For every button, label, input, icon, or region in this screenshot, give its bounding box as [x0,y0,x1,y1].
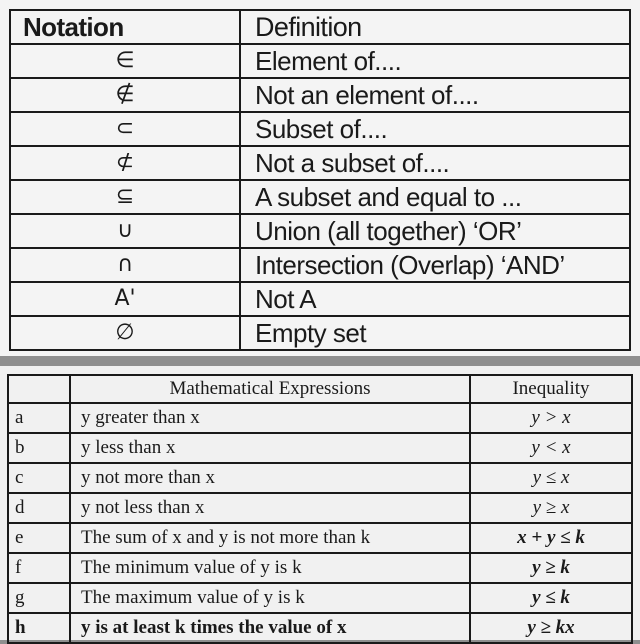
inequality-header-row [8,375,632,403]
notation-row [10,316,630,350]
inequality-header: Inequality [470,375,632,403]
notation-definition: Element of.... [240,44,630,78]
expression-header: Mathematical Expressions [70,375,470,403]
notation-row [10,248,630,282]
notation-row [10,44,630,78]
row-expression: y not more than x [70,463,470,493]
inequality-row [8,553,632,583]
notation-row [10,180,630,214]
row-inequality: x + y ≤ k [470,523,632,553]
notation-symbol: ∈ [10,44,240,78]
inequality-row [8,523,632,553]
notation-row [10,112,630,146]
notation-row [10,214,630,248]
notation-symbol: ∉ [10,78,240,112]
notation-definition: Intersection (Overlap) ‘AND’ [240,248,630,282]
notation-row [10,146,630,180]
inequality-row [8,613,632,643]
notation-definition: A subset and equal to ... [240,180,630,214]
row-inequality: y ≥ k [470,553,632,583]
inequality-row [8,403,632,433]
row-expression: y less than x [70,433,470,463]
notation-definition: Not an element of.... [240,78,630,112]
notation-header-row [10,10,630,44]
inequality-row [8,493,632,523]
row-letter: h [8,613,70,643]
notation-table [9,9,631,351]
row-expression: The maximum value of y is k [70,583,470,613]
notation-definition: Not a subset of.... [240,146,630,180]
notation-row [10,282,630,316]
row-letter: e [8,523,70,553]
notation-symbol: A' [10,282,240,316]
notation-row [10,78,630,112]
row-inequality: y < x [470,433,632,463]
row-expression: The sum of x and y is not more than k [70,523,470,553]
row-inequality: y > x [470,403,632,433]
row-letter: b [8,433,70,463]
notation-header: Notation [10,10,240,44]
inequality-table [7,374,633,644]
inequality-row [8,463,632,493]
row-letter: g [8,583,70,613]
row-inequality: y ≥ kx [470,613,632,643]
notation-symbol: ∅ [10,316,240,350]
notation-definition: Not A [240,282,630,316]
row-letter: a [8,403,70,433]
notation-symbol: ⊂ [10,112,240,146]
row-letter: d [8,493,70,523]
notation-symbol: ⊆ [10,180,240,214]
row-inequality: y ≥ x [470,493,632,523]
row-inequality: y ≤ x [470,463,632,493]
row-letter: c [8,463,70,493]
row-letter: f [8,553,70,583]
notation-symbol: ∪ [10,214,240,248]
row-inequality: y ≤ k [470,583,632,613]
inequality-row [8,583,632,613]
inequality-row [8,433,632,463]
row-expression: y greater than x [70,403,470,433]
notation-symbol: ∩ [10,248,240,282]
row-expression: The minimum value of y is k [70,553,470,583]
row-expression: y not less than x [70,493,470,523]
notation-definition: Empty set [240,316,630,350]
notation-definition: Subset of.... [240,112,630,146]
definition-header: Definition [240,10,630,44]
notation-symbol: ⊄ [10,146,240,180]
row-expression: y is at least k times the value of x [70,613,470,643]
letter-header [8,375,70,403]
notation-definition: Union (all together) ‘OR’ [240,214,630,248]
